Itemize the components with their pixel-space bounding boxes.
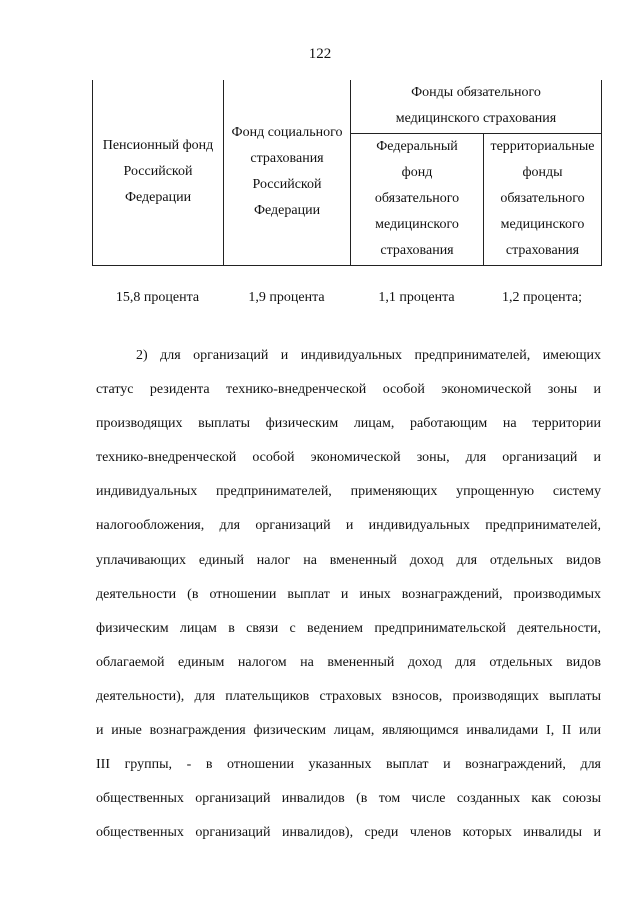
text-line: 2) для организаций и индивидуальных предпринимателей, имеющих [136, 348, 601, 363]
text-line: облагаемой единым налогом на вмененный доход для отдельных видов [96, 654, 601, 670]
text-line: и иные вознаграждения физическим лицам, являющимся инвалидами I, II или [96, 723, 601, 739]
text-line: индивидуальных предпринимателей, применяющих упрощенную систему [96, 484, 601, 500]
text-line: деятельности (в отношении выплат и иных вознаграждений, производимых [96, 586, 601, 602]
contribution-table [92, 80, 602, 266]
rates-row [92, 290, 601, 306]
page-number: 122 [308, 46, 332, 62]
rate-federal-medical: 1,1 процента [378, 290, 455, 305]
text-line: физическим лицам в связи с ведением предпринимательской деятельности, [96, 620, 601, 636]
text-line: общественных организаций инвалидов (в том числе созданных как союзы [96, 791, 601, 807]
header-federal-fund: Федеральный фонд обязательного медицинского страхования [351, 133, 484, 265]
body-paragraph [96, 339, 601, 850]
rate-territorial-medical: 1,2 процента; [501, 290, 583, 305]
text-line: налогообложения, для организаций и индивидуальных предпринимателей, [96, 518, 601, 534]
rate-pension: 15,8 процента [115, 290, 200, 305]
header-medical-insurance-funds: Фонды обязательного медицинского страхования [351, 80, 602, 133]
header-territorial-funds: территориальные фонды обязательного медицинского страхования [484, 133, 602, 265]
text-line: III группы, - в отношении указанных выплат и вознаграждений, для [96, 757, 601, 773]
text-line: технико-внедренческой особой экономической зоны, для организаций и [96, 450, 601, 466]
text-line: общественных организаций инвалидов), среди членов которых инвалиды и [96, 825, 601, 841]
header-pension-fund: Пенсионный фонд Российской Федерации [93, 80, 224, 265]
rate-social: 1,9 процента [248, 290, 325, 305]
text-line: статус резидента технико-внедренческой особой экономической зоны и [96, 382, 601, 398]
text-line: уплачивающих единый налог на вмененный доход для отдельных видов [96, 552, 601, 568]
header-social-insurance-fund: Фонд социального страхования Российской Федерации [224, 80, 351, 265]
text-line: деятельности), для плательщиков страховых взносов, производящих выплаты [96, 688, 601, 704]
text-line: производящих выплаты физическим лицам, работающим на территории [96, 416, 601, 432]
